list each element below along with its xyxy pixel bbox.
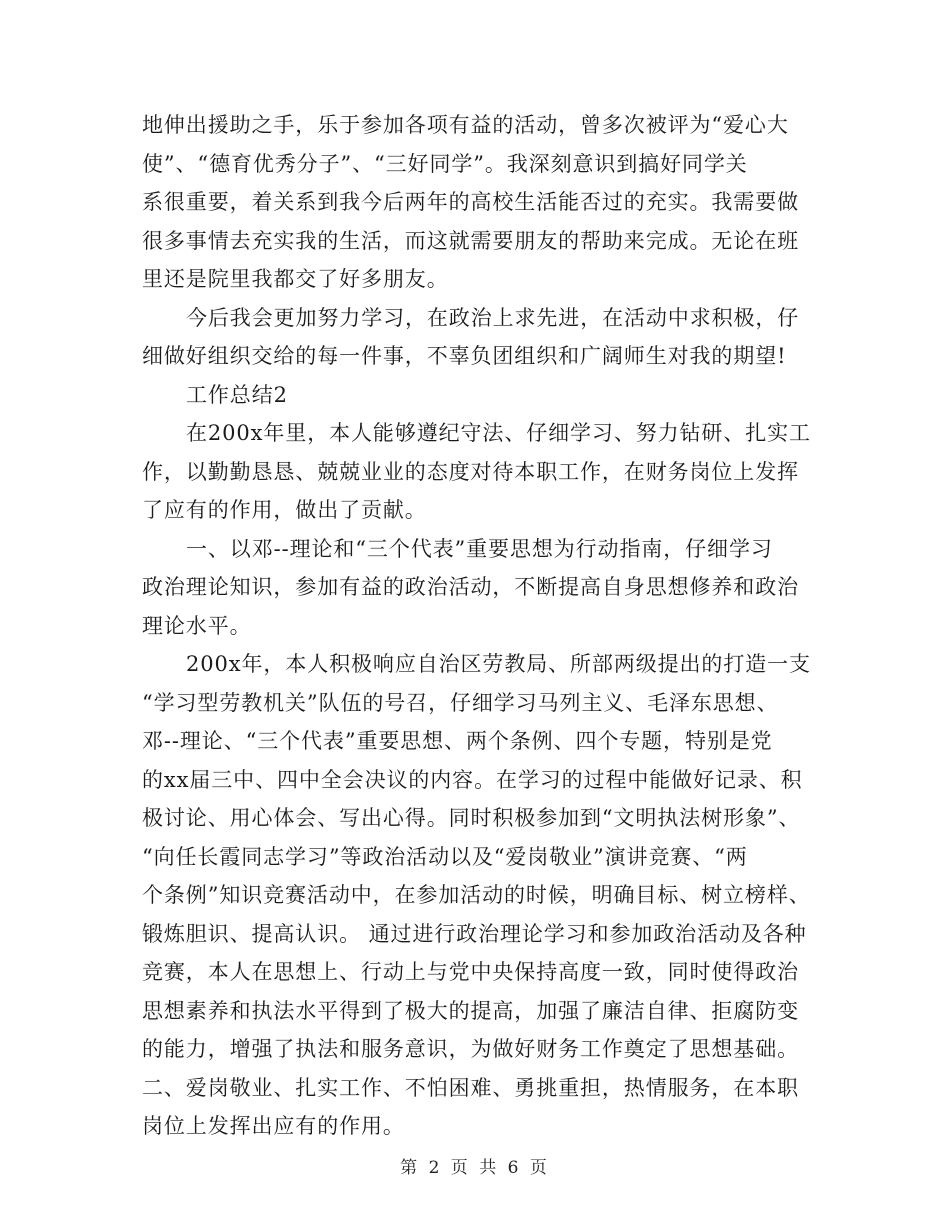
text-line: 个条例”知识竞赛活动中，在参加活动的时候，明确目标、树立榜样、: [142, 883, 811, 907]
text-line: 政治理论知识，参加有益的政治活动，不断提高自身思想修养和政治: [142, 575, 799, 599]
text-line: 锻炼胆识、提高认识。 通过进行政治理论学习和参加政治活动及各种: [142, 921, 807, 946]
text-line: 竞赛，本人在思想上、行动上与党中央保持高度一致，同时使得政治: [142, 960, 799, 984]
text-line: 理论水平。: [142, 613, 252, 638]
text-line: 里还是院里我都交了好多朋友。: [142, 267, 449, 291]
text-line: 的xx届三中、四中全会决议的内容。在学习的过程中能做好记录、积: [142, 767, 803, 792]
text-line: 极讨论、用心体会、写出心得。同时积极参加到“文明执法树形象”、: [142, 806, 801, 830]
text-line: 很多事情去充实我的生活，而这就需要朋友的帮助来完成。无论在班: [142, 228, 799, 253]
text-line: 使”、“德育优秀分子”、“三好同学”。我深刻意识到搞好同学关: [142, 151, 748, 176]
text-line: 岗位上发挥出应有的作用。: [142, 1114, 405, 1138]
text-line: 在200x年里，本人能够遵纪守法、仔细学习、努力钻研、扎实工: [186, 421, 811, 445]
text-line: 二、爱岗敬业、扎实工作、不怕困难、勇挑重担，热情服务，在本职: [142, 1075, 799, 1100]
page-number: 第 2 页 共 6 页: [400, 1158, 550, 1178]
text-line: 今后我会更加努力学习，在政治上求先进，在活动中求积极，仔: [186, 305, 800, 330]
text-line: 作，以勤勤恳恳、兢兢业业的态度对待本职工作，在财务岗位上发挥: [142, 459, 799, 484]
section-heading: 工作总结2: [186, 382, 288, 407]
text-line: 思想素养和执法水平得到了极大的提高，加强了廉洁自律、拒腐防变: [142, 998, 799, 1023]
text-line: 地伸出援助之手，乐于参加各项有益的活动，曾多次被评为“爱心大: [142, 113, 789, 137]
text-line: 的能力，增强了执法和服务意识，为做好财务工作奠定了思想基础。: [142, 1037, 799, 1061]
text-line: “学习型劳教机关”队伍的号召，仔细学习马列主义、毛泽东思想、: [142, 690, 779, 715]
text-line: 邓--理论、“三个代表”重要思想、两个条例、四个专题，特别是党: [142, 729, 773, 753]
text-line: 细做好组织交给的每一件事，不辜负团组织和广阔师生对我的期望!: [142, 344, 787, 368]
text-line: 了应有的作用，做出了贡献。: [142, 498, 427, 522]
document-body: [142, 106, 811, 1146]
text-line: 200x年，本人积极响应自治区劳教局、所部两级提出的打造一支: [186, 652, 811, 676]
text-line: “向任长霞同志学习”等政治活动以及“爱岗敬业”演讲竞赛、“两: [142, 844, 748, 869]
text-line: 系很重要，着关系到我今后两年的高校生活能否过的充实。我需要做: [142, 190, 799, 214]
text-line: 一、以邓--理论和“三个代表”重要思想为行动指南，仔细学习: [186, 536, 773, 561]
